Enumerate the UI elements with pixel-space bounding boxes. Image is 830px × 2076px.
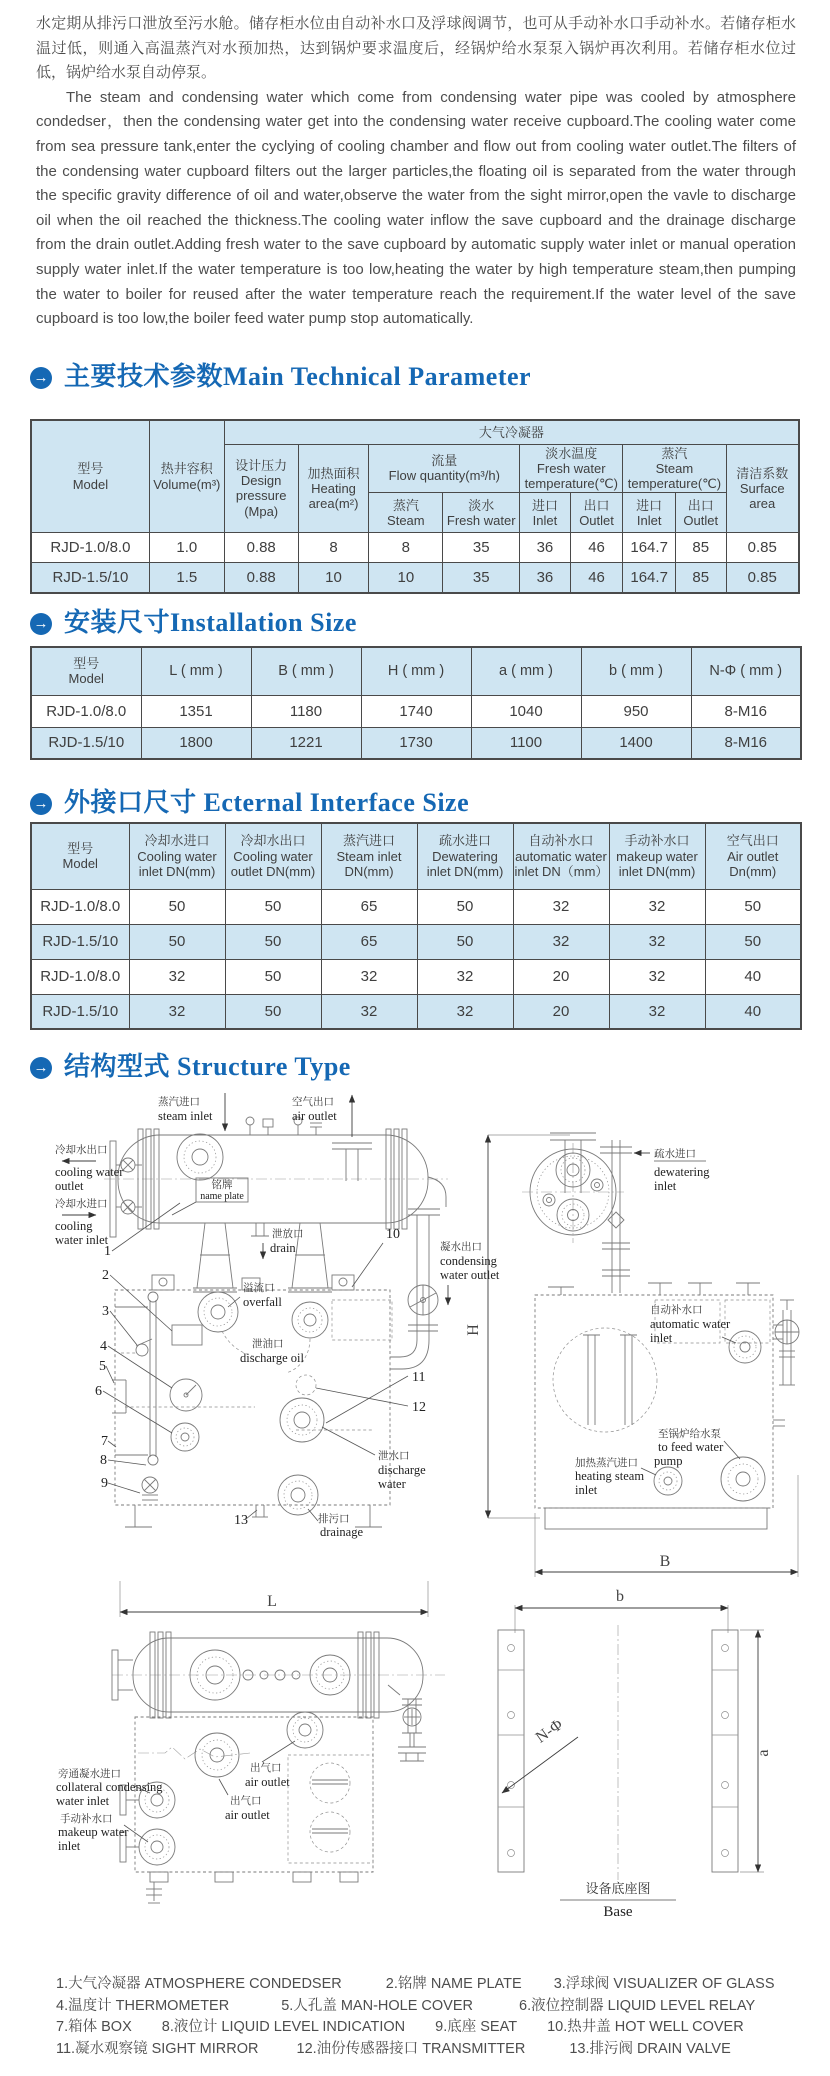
table-cell: 50 [705,924,801,959]
table-cell: 32 [417,959,513,994]
table-row [31,727,801,759]
table-cell: 1100 [471,727,581,759]
table-cell: RJD-1.5/10 [31,924,129,959]
header-steam-temperature: 蒸汽 Steam temperature(℃) [623,444,726,493]
legend-item: 10.热井盖 HOT WELL COVER [547,2019,744,2035]
table-cell: 85 [675,563,726,593]
automatic-water-inlet-label-zh: 自动补水口 [650,1304,703,1316]
dimension-H [465,1135,570,1518]
table-cell: 50 [225,959,321,994]
arrow-bullet-icon: → [30,367,52,389]
header-H: H ( mm ) [361,647,471,695]
makeup-water-inlet-label-en: makeup water [58,1825,129,1839]
table-cell: RJD-1.0/8.0 [31,889,129,924]
drain-label-zh: 泄放口 [272,1228,304,1240]
collateral-condensing-water-inlet-label-en: water inlet [56,1794,110,1808]
legend-item: 11.凝水观察镜 SIGHT MIRROR [56,2040,259,2057]
table-cell: 32 [129,994,225,1029]
table-cell: 36 [520,563,571,593]
legend-line [56,1996,796,2018]
intro-paragraph-chinese: 水定期从排污口泄放至污水舱。储存柜水位由自动补水口及浮球阀调节，也可从手动补水口手动补水。若储存柜水温过低，则通入高温蒸汽对水预加热，达到锅炉要求温度后，经锅炉给水泵泵入锅炉再次利用。若储存柜水位过低，锅炉给水泵自动停泵。 [36,15,796,82]
svg-text:6: 6 [95,1384,102,1399]
section-header-installation [30,602,357,637]
cooling-water-outlet-label-en: outlet [55,1179,84,1193]
section-header-structure [30,1046,351,1081]
header-model: 型号 Model [31,823,129,889]
structure-type-drawings [0,1085,830,1935]
table-cell: 46 [570,533,623,563]
header-inlet: 进口 Inlet [520,493,571,533]
table-row [31,959,801,994]
table-cell: 50 [225,924,321,959]
header-air-outlet: 空气出口 Air outlet Dn(mm) [705,823,801,889]
to-feed-water-pump-label-zh: 至锅炉给水泵 [658,1428,721,1440]
table-cell: 1351 [141,695,251,727]
intro-paragraph-english: The steam and condensing water which come from condensing water pipe was cooled by atmosphere condedser，then the condensing water get into the condensing water receive cupboard.The cooling water come from sea pressure tank,enter the cyclying of cooling chamber and flow out from cooling water outlet.The filters of the condensing water cupboard filters out the larger particles,the floating oil is separated from the water through the specific gravity difference of oil and water,observe the water from the sight mirror,open the vavle to discharge oil when the oil reached the thickness.The cooling water inflow the save cupboard and the drainage discharge from the drain outlet.Adding fresh water to the save cupboard by automatic supply water inlet or manual operation supply water inlet.If the water temperature is too low,heating the water by high temperature steam,then pumping the water to boiler for reused after the water temperature reach the requirement.If the water level of the save cupboard is too low,the boiler feed water pump stop automatically. [36,88,796,328]
drainage-label-zh: 排污口 [318,1513,350,1525]
table-cell: 50 [417,924,513,959]
table-row [31,994,801,1029]
table-cell: 32 [129,959,225,994]
legend-item: 12.油份传感器接口 TRANSMITTER [296,2040,526,2057]
table-cell: 32 [513,924,609,959]
heating-steam-inlet-label-en: heating steam [575,1469,645,1483]
legend-item: 13.排污阀 DRAIN VALVE [569,2040,731,2057]
side-view-drawing [465,1133,799,1577]
header-model: 型号 Model [31,647,141,695]
dimension-L [120,1581,428,1617]
table-cell: 32 [513,889,609,924]
dewatering-inlet-label-en: dewatering [654,1165,710,1179]
table-cell: 8 [369,533,443,563]
table-cell: 8-M16 [691,727,801,759]
legend-item: 1.大气冷凝器 ATMOSPHERE CONDEDSER [56,1976,342,1992]
svg-text:1: 1 [104,1244,111,1259]
front-view-drawing [55,1093,500,1617]
table-cell: 50 [129,889,225,924]
legend-item: 8.液位计 LIQUID LEVEL INDICATION [161,2019,406,2035]
automatic-water-inlet-label-en: inlet [650,1331,673,1345]
cooling-water-inlet-label-zh: 冷却水进口 [55,1198,108,1210]
svg-text:9: 9 [101,1476,108,1491]
section-title-interface: 外接口尺寸 Ecternal Interface Size [64,788,470,817]
makeup-water-inlet-label-zh: 手动补水口 [60,1813,113,1825]
air-outlet-label-en: air outlet [292,1109,337,1123]
table-cell: 0.88 [224,533,298,563]
table-cell: 164.7 [623,533,676,563]
discharge-water-label-en: water [378,1477,406,1491]
condensing-water-outlet-label-en: condensing [440,1254,497,1268]
external-interface-table [30,822,802,1030]
legend-line [56,2039,796,2061]
table-row [31,924,801,959]
name-plate-box [172,1178,248,1215]
section-title-installation: 安装尺寸Installation Size [64,608,357,637]
condensing-water-outlet-pipe [390,1177,446,1369]
svg-text:8: 8 [100,1453,107,1468]
table-row [31,889,801,924]
svg-text:2: 2 [102,1268,109,1283]
header-design-pressure: 设计压力 Design pressure (Mpa) [224,444,298,533]
table-cell: 1800 [141,727,251,759]
cooling-water-outlet-label-en: cooling water [55,1165,124,1179]
legend-item: 7.箱体 BOX [56,2019,132,2035]
collateral-condensing-water-inlet-label-en: collateral condensing [56,1780,163,1794]
table-cell: 35 [443,533,520,563]
header-cooling-water-outlet: 冷却水出口 Cooling water outlet DN(mm) [225,823,321,889]
header-a: a ( mm ) [471,647,581,695]
technical-parameter-table [30,419,800,594]
table-cell: 50 [225,889,321,924]
svg-text:5: 5 [99,1359,106,1374]
installation-size-table [30,646,802,760]
float-valve-assembly [388,1685,426,1761]
legend-item: 2.铭牌 NAME PLATE [385,1976,522,1992]
header-dewatering-inlet: 疏水进口 Dewatering inlet DN(mm) [417,823,513,889]
table-cell: 1.5 [149,563,224,593]
table-cell: 65 [321,889,417,924]
parts-legend [56,1974,796,2060]
table-cell: 32 [321,959,417,994]
condensing-water-outlet-label-en: water outlet [440,1268,500,1282]
header-fresh-water-temperature: 淡水温度 Fresh water temperature(℃) [520,444,623,493]
to-feed-water-pump-label-en: pump [654,1454,683,1468]
table-cell: RJD-1.5/10 [31,994,129,1029]
discharge-oil-label-en: discharge oil [240,1351,304,1365]
table-cell: 46 [570,563,623,593]
air-outlet-1-label-zh: 出气口 [250,1762,282,1774]
table-cell: 1221 [251,727,361,759]
arrow-bullet-icon: → [30,1057,52,1079]
legend-item: 3.浮球阀 VISUALIZER OF GLASS [553,1976,775,1992]
steam-inlet-label-en: steam inlet [158,1109,213,1123]
table-cell: 50 [225,994,321,1029]
header-outlet: 出口 Outlet [570,493,623,533]
section-header-interface [30,782,470,817]
svg-text:N-Φ: N-Φ [532,1716,566,1747]
table-cell: 40 [705,959,801,994]
svg-text:Base: Base [603,1904,633,1920]
condenser-end-view [522,1133,624,1243]
header-outlet: 出口 Outlet [675,493,726,533]
header-steam-inlet: 蒸汽进口 Steam inlet DN(mm) [321,823,417,889]
table-cell: 20 [513,959,609,994]
top-view-drawing [56,1632,445,1903]
intro-paragraphs [36,12,796,332]
table-row [31,695,801,727]
header-B: B ( mm ) [251,647,361,695]
table-header-row [31,420,799,444]
n-phi-callout [502,1716,578,1793]
cooling-water-inlet-label-en: water inlet [55,1233,109,1247]
table-cell: RJD-1.5/10 [31,727,141,759]
dewatering-inlet-label-en: inlet [654,1179,677,1193]
table-cell: 32 [609,924,705,959]
table-row [31,533,799,563]
discharge-water-label-en: discharge [378,1463,426,1477]
table-cell: 65 [321,924,417,959]
discharge-oil-label-zh: 泄油口 [252,1338,284,1350]
table-cell: 950 [581,695,691,727]
header-heating-area: 加热面积 Heating area(m²) [298,444,369,533]
table-cell: 35 [443,563,520,593]
header-flow-quantity: 流量 Flow quantity(m³/h) [369,444,520,493]
heating-steam-inlet-label-zh: 加热蒸汽进口 [575,1457,638,1469]
hot-well-tank [112,1275,392,1527]
table-header-row [31,823,801,889]
table-cell: 1.0 [149,533,224,563]
header-flow-fresh: 淡水 Fresh water [443,493,520,533]
name-plate-label-en: name plate [200,1191,244,1202]
table-cell: 164.7 [623,563,676,593]
header-cooling-water-inlet: 冷却水进口 Cooling water inlet DN(mm) [129,823,225,889]
table-cell: RJD-1.0/8.0 [31,533,149,563]
table-cell: 40 [705,994,801,1029]
base-view-drawing [498,1588,772,1920]
condenser-top-view [112,1632,445,1718]
external-valve-pipe [773,1300,799,1426]
table-cell: 8 [298,533,369,563]
table-cell: 32 [321,994,417,1029]
table-cell: 1740 [361,695,471,727]
overfall-label-zh: 溢流口 [243,1282,275,1294]
legend-line [56,2017,796,2039]
legend-item: 4.温度计 THERMOMETER [56,1997,230,2014]
condenser-shell [104,1117,448,1229]
base-caption [560,1881,676,1920]
table-cell: 0.85 [726,563,799,593]
header-L: L ( mm ) [141,647,251,695]
section-title-structure: 结构型式 Structure Type [64,1052,351,1081]
drain-label-en: drain [270,1241,296,1255]
header-b: b ( mm ) [581,647,691,695]
table-cell: 32 [609,994,705,1029]
overfall-label-en: overfall [243,1295,282,1309]
table-row [31,563,799,593]
svg-text:13: 13 [234,1513,248,1528]
section-title-technical: 主要技术参数Main Technical Parameter [64,362,532,391]
table-cell: 10 [298,563,369,593]
drainage-label-en: drainage [320,1525,364,1539]
table-cell: 1400 [581,727,691,759]
header-automatic-water-inlet: 自动补水口 automatic water inlet DN（mm） [513,823,609,889]
svg-text:4: 4 [100,1339,107,1354]
svg-text:H: H [465,1324,482,1336]
table-cell: 0.85 [726,533,799,563]
air-outlet-1-label-en: air outlet [245,1775,290,1789]
discharge-water-label-zh: 泄水口 [378,1450,410,1462]
svg-text:10: 10 [386,1227,400,1242]
table-cell: 32 [417,994,513,1029]
air-outlet-label-zh: 空气出口 [292,1096,334,1108]
svg-text:3: 3 [102,1304,109,1319]
table-cell: 20 [513,994,609,1029]
base-rails [498,1625,738,1880]
header-atmosphere-condenser: 大气冷凝器 [224,420,799,444]
table-cell: 1730 [361,727,471,759]
dimension-a [740,1630,772,1872]
air-outlet-2-label-zh: 出气口 [230,1795,262,1807]
svg-text:11: 11 [412,1370,426,1385]
header-makeup-water-inlet: 手动补水口 makeup water inlet DN(mm) [609,823,705,889]
table-cell: 32 [609,959,705,994]
svg-text:7: 7 [101,1434,108,1449]
table-cell: 1180 [251,695,361,727]
arrow-bullet-icon: → [30,793,52,815]
makeup-water-inlet-label-en: inlet [58,1839,81,1853]
svg-text:b: b [616,1588,624,1605]
legend-item: 6.液位控制器 LIQUID LEVEL RELAY [519,1997,756,2014]
header-n-phi: N-Φ ( mm ) [691,647,801,695]
table-cell: RJD-1.0/8.0 [31,695,141,727]
header-volume: 热井容积 Volume(m³) [149,420,224,533]
table-cell: 10 [369,563,443,593]
air-outlet-2-label-en: air outlet [225,1808,270,1822]
table-cell: 0.88 [224,563,298,593]
svg-text:12: 12 [412,1400,426,1415]
cooling-water-inlet-label-en: cooling [55,1219,93,1233]
svg-text:设备底座图: 设备底座图 [585,1882,651,1897]
legend-item: 5.人孔盖 MAN-HOLE COVER [281,1997,473,2014]
svg-text:L: L [267,1593,277,1610]
table-cell: 8-M16 [691,695,801,727]
condensing-water-outlet-label-zh: 凝水出口 [440,1241,482,1253]
table-cell: 32 [609,889,705,924]
table-cell: 50 [705,889,801,924]
automatic-water-inlet-label-en: automatic water [650,1317,731,1331]
cooling-water-outlet-label-zh: 冷却水出口 [55,1144,108,1156]
svg-text:B: B [659,1553,671,1570]
header-inlet: 进口 Inlet [623,493,676,533]
collateral-condensing-water-inlet-label-zh: 旁通凝水进口 [58,1768,121,1780]
steam-inlet-label-zh: 蒸汽进口 [158,1096,200,1108]
svg-text:a: a [755,1749,772,1757]
table-cell: RJD-1.0/8.0 [31,959,129,994]
legend-line [56,1974,796,1996]
to-feed-water-pump-label-en: to feed water [658,1440,724,1454]
cooling-water-connections [110,1141,142,1237]
table-cell: 1040 [471,695,581,727]
table-cell: 50 [417,889,513,924]
table-cell: 50 [129,924,225,959]
arrow-bullet-icon: → [30,613,52,635]
table-cell: RJD-1.5/10 [31,563,149,593]
table-cell: 85 [675,533,726,563]
header-surface-area: 清洁系数 Surface area [726,444,799,533]
legend-item: 9.底座 SEAT [435,2019,518,2035]
name-plate-label-zh: 铭牌 [211,1179,233,1191]
header-model: 型号 Model [31,420,149,533]
table-header-row [31,647,801,695]
header-flow-steam: 蒸汽 Steam [369,493,443,533]
heating-steam-inlet-label-en: inlet [575,1483,598,1497]
dimension-b [515,1588,728,1633]
section-header-technical [30,356,532,391]
dewatering-inlet-label-zh: 疏水进口 [654,1148,696,1160]
table-cell: 36 [520,533,571,563]
